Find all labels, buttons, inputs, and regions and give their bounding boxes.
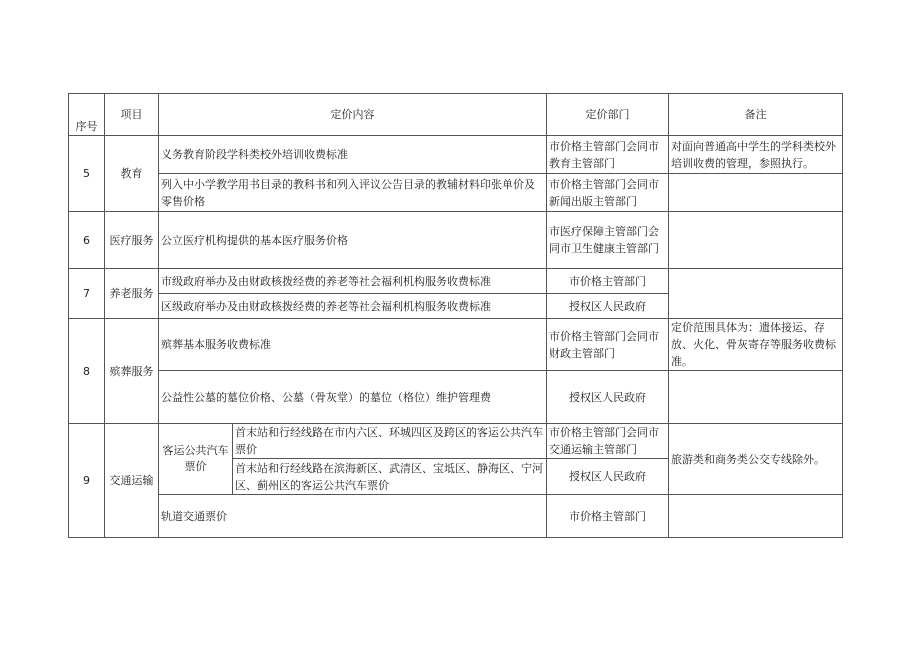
content-cell: 列入中小学教学用书目录的教科书和列入评议公告目录的教辅材料印张单价及零售价格: [159, 174, 547, 212]
seq-cell: 8: [69, 319, 105, 424]
header-content: 定价内容: [159, 94, 547, 136]
note-cell: 对面向普通高中学生的学科类校外培训收费的管理，参照执行。: [669, 136, 843, 174]
dept-cell: 授权区人民政府: [547, 371, 669, 424]
item-cell: 殡葬服务: [105, 319, 159, 424]
table-row: [69, 136, 843, 174]
dept-cell: 市医疗保障主管部门会同市卫生健康主管部门: [547, 212, 669, 269]
seq-cell: 7: [69, 269, 105, 319]
note-cell-empty: [669, 174, 843, 212]
note-cell: 旅游类和商务类公交专线除外。: [669, 424, 843, 495]
table-row: [69, 424, 843, 459]
dept-cell: 市价格主管部门会同市财政主管部门: [547, 319, 669, 371]
note-cell-empty: [669, 495, 843, 538]
header-item: 项目: [105, 94, 159, 136]
item-cell: 教育: [105, 136, 159, 212]
note-cell: 定价范围具体为：遗体接运、存放、火化、骨灰寄存等服务收费标准。: [669, 319, 843, 371]
dept-cell: 市价格主管部门会同市新闻出版主管部门: [547, 174, 669, 212]
pricing-catalog-table: [68, 93, 843, 538]
dept-cell: 市价格主管部门会同市交通运输主管部门: [547, 424, 669, 459]
table-row: [69, 495, 843, 538]
seq-cell: 6: [69, 212, 105, 269]
note-cell-empty: [669, 212, 843, 269]
seq-cell: 5: [69, 136, 105, 212]
dept-cell: 授权区人民政府: [547, 294, 669, 319]
table-row: [69, 212, 843, 269]
content-cell: 殡葬基本服务收费标准: [159, 319, 547, 371]
table-header-row: [69, 94, 843, 136]
note-cell-empty: [669, 371, 843, 424]
header-note: 备注: [669, 94, 843, 136]
content-cell: 首末站和行经线路在滨海新区、武清区、宝坻区、静海区、宁河区、蓟州区的客运公共汽车票价: [233, 459, 547, 495]
item-cell: 交通运输: [105, 424, 159, 538]
table-row: [69, 371, 843, 424]
header-seq: 序号: [69, 94, 105, 136]
content-cell: 首末站和行经线路在市内六区、环城四区及跨区的客运公共汽车票价: [233, 424, 547, 459]
table-row: [69, 174, 843, 212]
content-cell: 市级政府举办及由财政核拨经费的养老等社会福利机构服务收费标准: [159, 269, 547, 294]
header-dept: 定价部门: [547, 94, 669, 136]
content-cell: 公益性公墓的墓位价格、公墓（骨灰堂）的墓位（格位）维护管理费: [159, 371, 547, 424]
dept-cell: 市价格主管部门: [547, 495, 669, 538]
content-cell: 义务教育阶段学科类校外培训收费标准: [159, 136, 547, 174]
subcategory-cell: 客运公共汽车票价: [159, 424, 233, 495]
dept-cell: 市价格主管部门会同市教育主管部门: [547, 136, 669, 174]
content-cell: 公立医疗机构提供的基本医疗服务价格: [159, 212, 547, 269]
note-cell-empty: [669, 269, 843, 319]
dept-cell: 市价格主管部门: [547, 269, 669, 294]
dept-cell: 授权区人民政府: [547, 459, 669, 495]
content-cell: 轨道交通票价: [159, 495, 547, 538]
item-cell: 医疗服务: [105, 212, 159, 269]
item-cell: 养老服务: [105, 269, 159, 319]
table-row: [69, 319, 843, 371]
content-cell: 区级政府举办及由财政核拨经费的养老等社会福利机构服务收费标准: [159, 294, 547, 319]
seq-cell: 9: [69, 424, 105, 538]
table-row: [69, 269, 843, 294]
